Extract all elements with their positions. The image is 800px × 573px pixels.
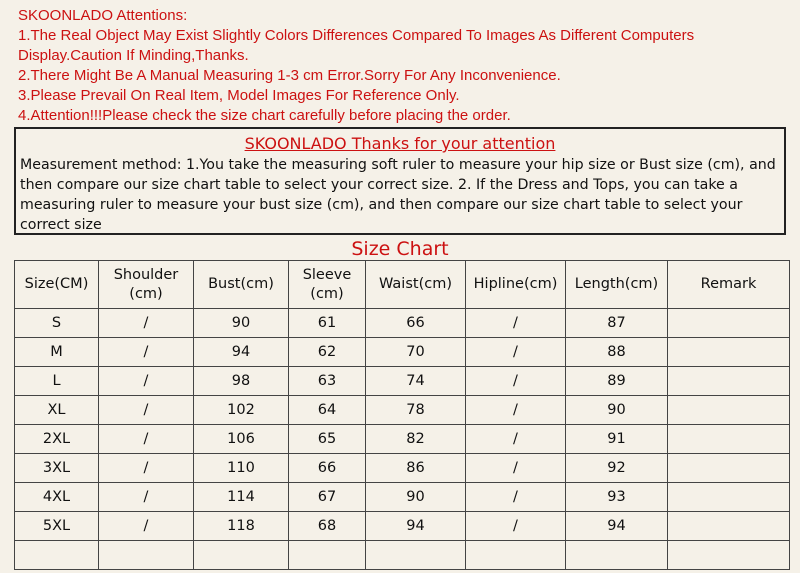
table-row [15,541,790,570]
cell-sleeve: 66 [289,454,366,483]
cell-waist: 66 [366,309,466,338]
cell-length: 94 [566,512,668,541]
attentions-notice [18,6,793,126]
header-waist: Waist(cm) [366,261,466,309]
cell-shoulder: / [99,367,194,396]
cell-waist: 86 [366,454,466,483]
cell-sleeve: 62 [289,338,366,367]
cell-hipline: / [466,454,566,483]
cell-hipline: / [466,425,566,454]
cell-size: 2XL [15,425,99,454]
cell-hipline: / [466,512,566,541]
attention-line-3: 2.There Might Be A Manual Measuring 1-3 cm Error.Sorry For Any Inconvenience. [18,67,561,84]
header-size: Size(CM) [15,261,99,309]
size-chart-table [14,260,790,570]
cell-remark [668,512,790,541]
cell-shoulder: / [99,425,194,454]
table-row [15,367,790,396]
cell-waist: 90 [366,483,466,512]
cell-size [15,541,99,570]
cell-waist: 70 [366,338,466,367]
cell-length: 91 [566,425,668,454]
cell-bust: 114 [194,483,289,512]
cell-shoulder: / [99,338,194,367]
cell-length: 90 [566,396,668,425]
header-length: Length(cm) [566,261,668,309]
cell-remark [668,541,790,570]
measurement-method-box [14,127,786,235]
attention-line-1: 1.The Real Object May Exist Slightly Colors Differences Compared To Images As Different Computers [18,27,695,44]
cell-hipline: / [466,367,566,396]
cell-remark [668,338,790,367]
cell-size: 4XL [15,483,99,512]
table-row [15,425,790,454]
table-row [15,512,790,541]
cell-shoulder: / [99,454,194,483]
cell-sleeve: 61 [289,309,366,338]
cell-remark [668,454,790,483]
cell-bust: 98 [194,367,289,396]
table-row [15,338,790,367]
cell-length: 87 [566,309,668,338]
size-chart-title: Size Chart [351,238,449,260]
measurement-box-title: SKOONLADO Thanks for your attention [244,134,556,153]
attention-line-2: Display.Caution If Minding,Thanks. [18,47,249,64]
cell-remark [668,483,790,512]
cell-sleeve [289,541,366,570]
cell-remark [668,367,790,396]
attention-line-5: 4.Attention!!!Please check the size chart carefully before placing the order. [18,107,511,124]
cell-waist: 94 [366,512,466,541]
cell-shoulder [99,541,194,570]
cell-size: XL [15,396,99,425]
cell-waist: 74 [366,367,466,396]
attentions-heading: SKOONLADO Attentions: [18,7,188,24]
table-row [15,309,790,338]
header-hipline: Hipline(cm) [466,261,566,309]
cell-bust: 110 [194,454,289,483]
cell-shoulder: / [99,309,194,338]
header-sleeve: Sleeve (cm) [289,261,366,309]
header-remark: Remark [668,261,790,309]
cell-remark [668,309,790,338]
cell-waist: 82 [366,425,466,454]
cell-bust: 106 [194,425,289,454]
table-row [15,483,790,512]
cell-sleeve: 65 [289,425,366,454]
cell-sleeve: 63 [289,367,366,396]
cell-length: 92 [566,454,668,483]
cell-hipline: / [466,338,566,367]
cell-bust: 94 [194,338,289,367]
cell-remark [668,396,790,425]
header-bust: Bust(cm) [194,261,289,309]
cell-hipline: / [466,483,566,512]
cell-size: 5XL [15,512,99,541]
attention-line-4: 3.Please Prevail On Real Item, Model Images For Reference Only. [18,87,460,104]
cell-hipline: / [466,396,566,425]
cell-shoulder: / [99,483,194,512]
cell-sleeve: 64 [289,396,366,425]
cell-waist: 78 [366,396,466,425]
cell-shoulder: / [99,512,194,541]
cell-length: 88 [566,338,668,367]
cell-bust: 90 [194,309,289,338]
header-shoulder: Shoulder (cm) [99,261,194,309]
cell-sleeve: 67 [289,483,366,512]
cell-length: 89 [566,367,668,396]
cell-bust: 102 [194,396,289,425]
table-row [15,396,790,425]
cell-sleeve: 68 [289,512,366,541]
cell-hipline: / [466,309,566,338]
cell-shoulder: / [99,396,194,425]
cell-length: 93 [566,483,668,512]
cell-waist [366,541,466,570]
cell-hipline [466,541,566,570]
table-row [15,454,790,483]
table-header-row [15,261,790,309]
cell-bust [194,541,289,570]
cell-remark [668,425,790,454]
cell-size: L [15,367,99,396]
cell-size: 3XL [15,454,99,483]
cell-bust: 118 [194,512,289,541]
cell-size: S [15,309,99,338]
cell-length [566,541,668,570]
measurement-method-text: Measurement method: 1.You take the measuring soft ruler to measure your hip size or Bust size (cm), and then compare our size chart table to select your correct size. 2. If the Dress and Tops, you can take a measuring ruler to measure your bust size (cm), and then compare our size chart table to select your correct size [20,157,776,233]
cell-size: M [15,338,99,367]
